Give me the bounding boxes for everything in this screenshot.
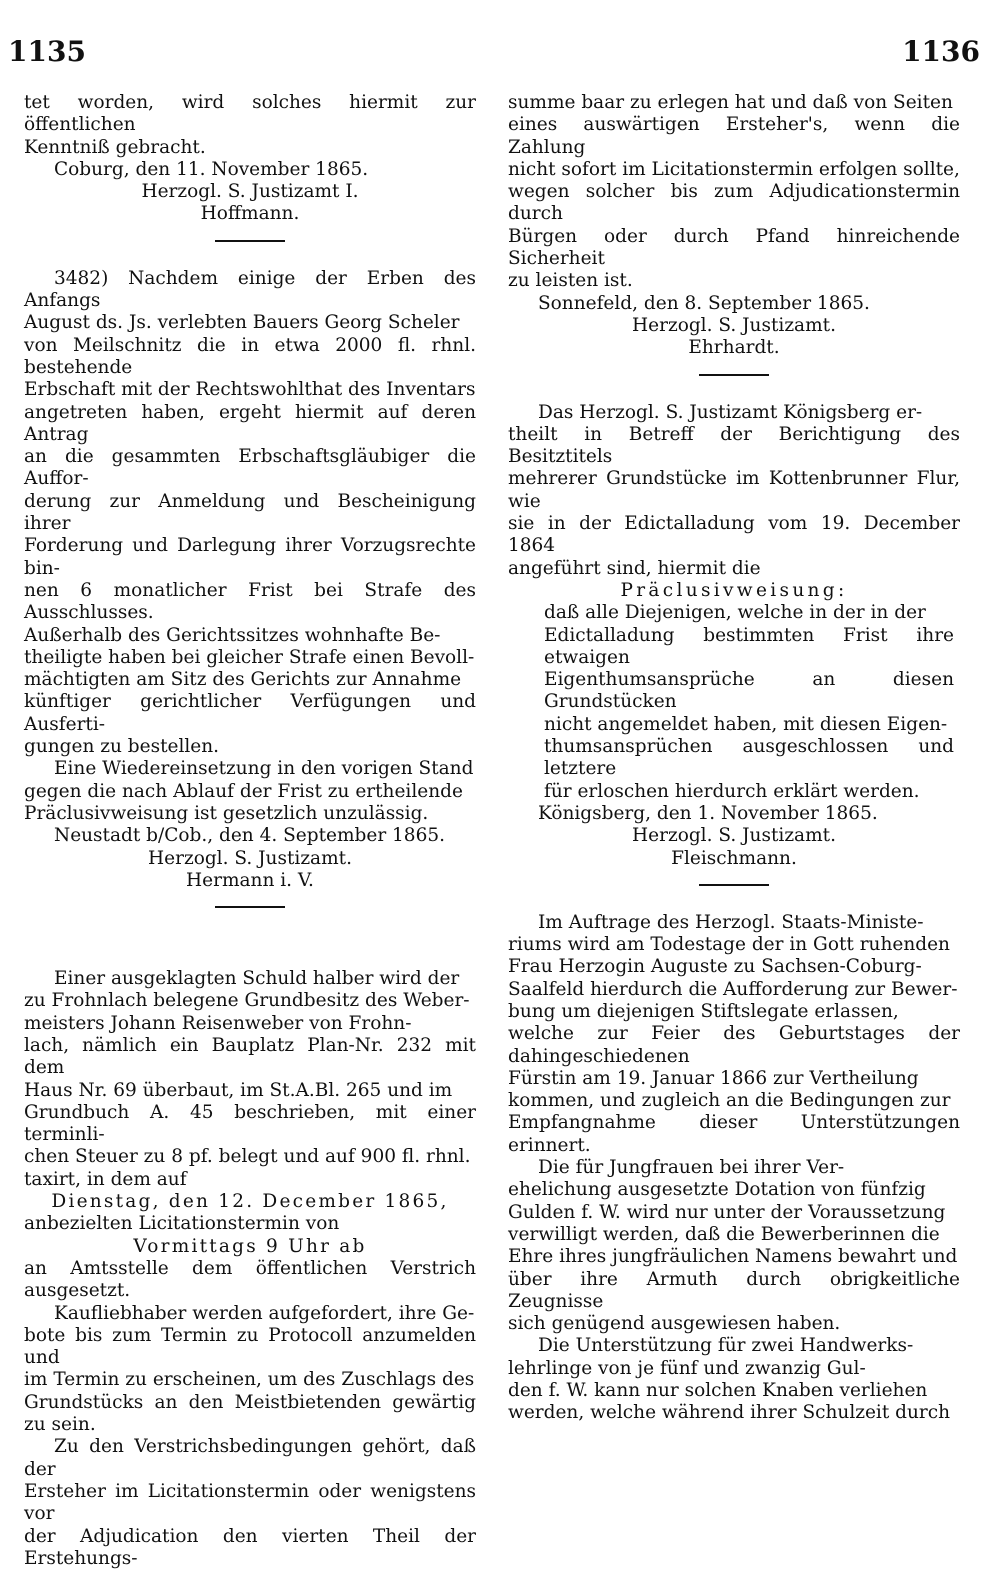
text-line: lach, nämlich ein Bauplatz Plan-Nr. 232 mit dem xyxy=(24,1034,476,1079)
page-number-right: 1136 xyxy=(902,35,980,68)
text-line: Gulden f. W. wird nur unter der Voraussetzung xyxy=(508,1201,946,1223)
text-line: werden, welche während ihrer Schulzeit durch xyxy=(508,1402,951,1424)
text-line: der Adjudication den vierten Theil der Erstehungs- xyxy=(24,1525,476,1569)
text-line: bote bis zum Termin zu Protocoll anzumelden und xyxy=(24,1324,476,1369)
notice-place-date: Neustadt b/Cob., den 4. September 1865. xyxy=(54,825,446,847)
text-line: angeführt sind, hiermit die xyxy=(508,557,761,579)
text-line: nicht sofort im Licitationstermin erfolgen sollte, xyxy=(508,158,960,180)
notice-signature: Ehrhardt. xyxy=(688,337,780,359)
text-line: August ds. Js. verlebten Bauers Georg Scheler xyxy=(24,312,460,334)
text-line: Edictalladung bestimmten Frist ihre etwaigen xyxy=(544,624,954,668)
text-line: wegen solcher bis zum Adjudicationstermin durch xyxy=(508,181,960,225)
notice-office: Herzogl. S. Justizamt. xyxy=(632,314,836,336)
text-line: Eine Wiedereinsetzung in den vorigen Stand xyxy=(54,758,474,780)
auction-notice-continued xyxy=(508,92,960,293)
text-line: an die gesammten Erbschaftsgläubiger die Auffor- xyxy=(24,446,476,490)
notice-office: Herzogl. S. Justizamt. xyxy=(148,847,352,869)
text-line: Bürgen oder durch Pfand hinreichende Sicherheit xyxy=(508,225,960,270)
text-line: Erbschaft mit der Rechtswohlthat des Inventars xyxy=(24,379,476,401)
text-line: 3482) Nachdem einige der Erben des Anfangs xyxy=(24,267,476,312)
endowment-notice-body xyxy=(508,912,960,1425)
text-line: daß alle Diejenigen, welche in der in der xyxy=(544,602,926,624)
text-line: Grundbuch A. 45 beschrieben, mit einer terminli- xyxy=(24,1101,476,1146)
text-line: Kaufliebhaber werden aufgefordert, ihre Ge- xyxy=(54,1302,475,1324)
text-line: den f. W. kann nur solchen Knaben verliehen xyxy=(508,1380,928,1402)
text-line: chen Steuer zu 8 pf. belegt und auf 900 fl. rhnl. xyxy=(24,1146,471,1168)
spacer xyxy=(24,934,476,968)
page-number-left: 1135 xyxy=(8,35,86,68)
text-line: Grundstücks an den Meistbietenden gewärtig zu sein. xyxy=(24,1391,476,1436)
text-line: kommen, und zugleich an die Bedingungen zur xyxy=(508,1090,951,1112)
text-line: Im Auftrage des Herzogl. Staats-Ministe- xyxy=(538,911,924,933)
text-line: nen 6 monatlicher Frist bei Strafe des Ausschlusses. xyxy=(24,579,476,624)
preclusion-notice-body xyxy=(508,402,960,580)
text-line: Haus Nr. 69 überbaut, im St.A.Bl. 265 und im xyxy=(24,1079,453,1101)
text-line: Die für Jungfrauen bei ihrer Ver- xyxy=(538,1157,845,1179)
text-line: verwilligt werden, daß die Bewerberinnen die xyxy=(508,1223,940,1245)
notice-place-date: Coburg, den 11. November 1865. xyxy=(54,158,369,180)
notice-office: Herzogl. S. Justizamt. xyxy=(632,825,836,847)
text-line: an Amtsstelle dem öffentlichen Verstrich ausgesetzt. xyxy=(24,1257,476,1302)
intro-paragraph xyxy=(24,92,476,159)
text-line: ehelichung ausgesetzte Dotation von fünfzig xyxy=(508,1179,926,1201)
text-line: Präclusivweisung ist gesetzlich unzulässig. xyxy=(24,802,429,824)
separator-rule xyxy=(215,906,285,908)
notice-place-date: Königsberg, den 1. November 1865. xyxy=(538,802,878,824)
text-line: im Termin zu erscheinen, um des Zuschlags des xyxy=(24,1369,475,1391)
text-line: Zu den Verstrichsbedingungen gehört, daß der xyxy=(24,1436,476,1480)
text-line: lehrlinge von je fünf und zwanzig Gul- xyxy=(508,1357,866,1379)
text-line: welche zur Feier des Geburtstages der dahingeschiedenen xyxy=(508,1023,960,1067)
text-line: gungen zu bestellen. xyxy=(24,736,220,758)
notice-signature: Fleischmann. xyxy=(671,847,797,869)
text-line: taxirt, in dem auf xyxy=(24,1168,187,1190)
text-line: Empfangnahme dieser Unterstützungen erinnert. xyxy=(508,1112,960,1156)
text-line: Außerhalb des Gerichtssitzes wohnhafte Be- xyxy=(24,624,441,646)
text-line: meisters Johann Reisenweber von Frohn- xyxy=(24,1012,412,1034)
text-line: von Meilschnitz die in etwa 2000 fl. rhnl. bestehende xyxy=(24,334,476,378)
auction-notice-body xyxy=(24,968,476,1570)
text-line: Forderung und Darlegung ihrer Vorzugsrechte bin- xyxy=(24,535,476,579)
text-line: riums wird am Todestage der in Gott ruhenden xyxy=(508,934,950,956)
text-line: zu leisten ist. xyxy=(508,270,633,292)
text-line: Kenntniß gebracht. xyxy=(24,136,206,158)
text-line: künftiger gerichtlicher Verfügungen und Ausferti- xyxy=(24,691,476,735)
text-line: tet worden, wird solches hiermit zur öffentlichen xyxy=(24,92,476,136)
separator-rule xyxy=(699,884,769,886)
right-column xyxy=(508,92,960,1425)
text-line: anbezielten Licitationstermin von xyxy=(24,1213,340,1235)
text-line: Das Herzogl. S. Justizamt Königsberg er- xyxy=(538,401,923,423)
notice-signature: Hoffmann. xyxy=(200,203,300,225)
notice-office: Herzogl. S. Justizamt I. xyxy=(141,181,359,203)
text-line: Einer ausgeklagten Schuld halber wird der xyxy=(54,968,460,990)
text-line: Ersteher im Licitationstermin oder wenigstens vor xyxy=(24,1480,476,1525)
text-line: Frau Herzogin Auguste zu Sachsen-Coburg- xyxy=(508,956,922,978)
preclusion-heading: Präclusivweisung: xyxy=(620,579,848,601)
text-line: zu Frohnlach belegene Grundbesitz des Weber- xyxy=(24,990,470,1012)
text-line: thumsansprüchen ausgeschlossen und letztere xyxy=(544,736,954,780)
auction-date: Dienstag, den 12. December 1865, xyxy=(51,1191,449,1213)
text-line: nicht angemeldet haben, mit diesen Eigen- xyxy=(544,713,948,735)
text-line: theilt in Betreff der Berichtigung des Besitztitels xyxy=(508,423,960,468)
text-line: bung um diejenigen Stiftslegate erlassen, xyxy=(508,1000,899,1022)
text-line: eines auswärtigen Ersteher's, wenn die Zahlung xyxy=(508,114,960,158)
notice-signature: Hermann i. V. xyxy=(186,869,314,891)
separator-rule xyxy=(699,374,769,376)
text-line: Eigenthumsansprüche an diesen Grundstücken xyxy=(544,669,954,713)
text-line: mehrerer Grundstücke im Kottenbrunner Flur, wie xyxy=(508,468,960,512)
notice-place-date: Sonnefeld, den 8. September 1865. xyxy=(538,292,870,314)
text-line: sich genügend ausgewiesen haben. xyxy=(508,1313,841,1335)
text-line: angetreten haben, ergeht hiermit auf deren Antrag xyxy=(24,401,476,445)
text-line: mächtigten am Sitz des Gerichts zur Annahme xyxy=(24,669,462,691)
text-line: theiligte haben bei gleicher Strafe einen Bevoll- xyxy=(24,646,475,668)
left-column xyxy=(24,92,476,1570)
text-line: für erloschen hierdurch erklärt werden. xyxy=(544,780,920,802)
text-line: derung zur Anmeldung und Bescheinigung ihrer xyxy=(24,490,476,535)
separator-rule xyxy=(215,240,285,242)
text-line: sie in der Edictalladung vom 19. December 1864 xyxy=(508,513,960,557)
text-line: Fürstin am 19. Januar 1866 zur Vertheilung xyxy=(508,1067,919,1089)
text-line: gegen die nach Ablauf der Frist zu ertheilende xyxy=(24,780,463,802)
text-line: summe baar zu erlegen hat und daß von Seiten xyxy=(508,92,953,113)
text-line: über ihre Armuth durch obrigkeitliche Zeugnisse xyxy=(508,1268,960,1312)
auction-time: Vormittags 9 Uhr ab xyxy=(133,1235,367,1257)
text-line: Ehre ihres jungfräulichen Namens bewahrt und xyxy=(508,1246,958,1268)
text-line: Saalfeld hierdurch die Aufforderung zur Bewer- xyxy=(508,978,958,1000)
preclusion-block xyxy=(508,602,960,803)
text-line: Die Unterstützung für zwei Handwerks- xyxy=(538,1335,914,1357)
notice-3482-body xyxy=(24,268,476,825)
